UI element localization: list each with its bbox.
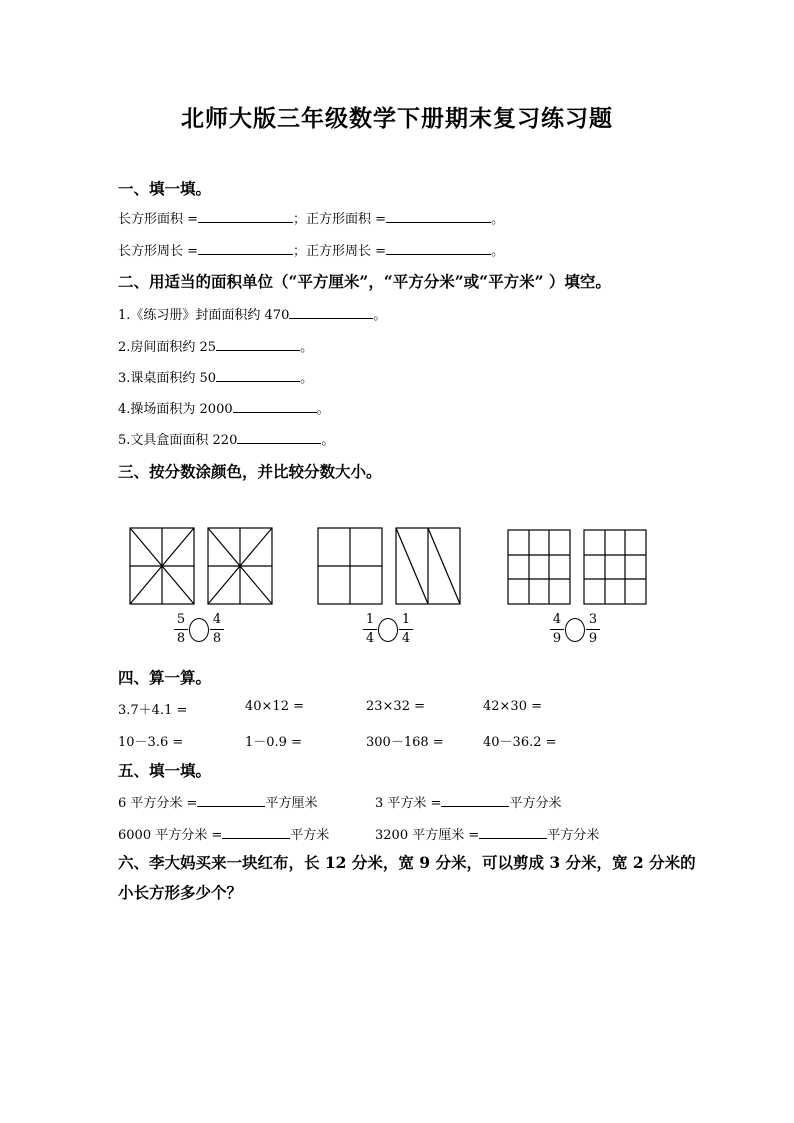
fraction-bar <box>210 629 224 630</box>
fraction-bar <box>586 629 600 630</box>
unit-conversion <box>118 792 317 811</box>
page-title: 北师大版三年级数学下册期末复习练习题 <box>181 105 613 132</box>
answer-blank[interactable] <box>386 242 491 255</box>
answer-blank[interactable] <box>237 431 321 444</box>
period: 。 <box>491 244 505 259</box>
answer-blank[interactable] <box>198 210 293 223</box>
calc-problem[interactable]: 1－0.9 = <box>245 735 302 750</box>
conversion-unit: 平方厘米 <box>265 796 318 811</box>
calc-problem[interactable]: 40－36.2 = <box>483 735 557 750</box>
unit-item <box>118 429 334 448</box>
answer-blank[interactable] <box>198 242 293 255</box>
square-eighths-right[interactable] <box>208 528 272 604</box>
answer-blank[interactable] <box>289 306 373 319</box>
period: 。 <box>300 340 314 355</box>
unit-item-text: 2.房间面积约 25 <box>118 340 217 355</box>
unit-item <box>118 398 330 417</box>
calc-problem[interactable]: 42×30 = <box>483 699 543 714</box>
section-4-heading: 四、算一算。 <box>118 668 212 687</box>
calc-problem[interactable]: 23×32 = <box>366 699 426 714</box>
section-1-heading: 一、填一填。 <box>118 179 212 198</box>
conversion-unit: 平方分米 <box>547 828 600 843</box>
compare-circle[interactable] <box>189 618 209 642</box>
answer-blank[interactable] <box>479 826 547 839</box>
section-5-heading: 五、填一填。 <box>118 761 212 780</box>
conversion-unit: 平方米 <box>290 828 330 843</box>
unit-conversion <box>375 792 561 811</box>
period: 。 <box>316 402 330 417</box>
numerator: 4 <box>212 612 222 627</box>
square-eighths-left[interactable] <box>130 528 194 604</box>
denominator: 8 <box>212 631 222 646</box>
numerator: 1 <box>365 612 375 627</box>
unit-conversion <box>118 824 329 843</box>
square-area-label: ；正方形面积 = <box>293 212 387 227</box>
section-3-heading: 三、按分数涂颜色，并比较分数大小。 <box>118 462 382 481</box>
period: 。 <box>373 308 387 323</box>
answer-blank[interactable] <box>197 794 265 807</box>
fraction-bar <box>363 629 377 630</box>
answer-blank[interactable] <box>441 794 509 807</box>
unit-item <box>118 304 386 323</box>
square-ninths-left[interactable] <box>508 530 570 604</box>
fraction-compare-2 <box>361 612 421 648</box>
answer-blank[interactable] <box>233 400 317 413</box>
square-diagonal-quarters[interactable] <box>396 528 460 604</box>
denominator: 9 <box>588 631 598 646</box>
compare-circle[interactable] <box>565 618 585 642</box>
denominator: 8 <box>176 631 186 646</box>
calc-problem[interactable]: 10－3.6 = <box>118 735 184 750</box>
unit-conversion <box>375 824 599 843</box>
period: 。 <box>491 212 505 227</box>
conversion-prefix: 3200 平方厘米 = <box>375 828 480 843</box>
unit-item-text: 4.操场面积为 2000 <box>118 402 233 417</box>
rect-area-label: 长方形面积 = <box>118 212 199 227</box>
period: 。 <box>321 433 335 448</box>
calc-problem[interactable]: 300－168 = <box>366 735 444 750</box>
numerator: 5 <box>176 612 186 627</box>
numerator: 3 <box>588 612 598 627</box>
conversion-prefix: 6000 平方分米 = <box>118 828 223 843</box>
conversion-unit: 平方分米 <box>509 796 562 811</box>
numerator: 1 <box>401 612 411 627</box>
answer-blank[interactable] <box>386 210 491 223</box>
section-2-heading: 二、用适当的面积单位（“平方厘米”，“平方分米”或“平方米” ）填空。 <box>118 272 611 291</box>
fill-row-perimeter <box>118 240 504 259</box>
unit-item <box>118 336 313 355</box>
period: 。 <box>300 371 314 386</box>
square-quarters[interactable] <box>318 528 382 604</box>
calc-problem[interactable]: 40×12 = <box>245 699 305 714</box>
compare-circle[interactable] <box>378 618 398 642</box>
denominator: 4 <box>401 631 411 646</box>
conversion-prefix: 3 平方米 = <box>375 796 442 811</box>
rect-perimeter-label: 长方形周长 = <box>118 244 199 259</box>
answer-blank[interactable] <box>222 826 290 839</box>
denominator: 9 <box>552 631 562 646</box>
fraction-compare-1 <box>172 612 232 648</box>
calc-problem[interactable]: 3.7＋4.1 = <box>118 703 188 718</box>
fill-row-area <box>118 208 504 227</box>
unit-item-text: 1.《练习册》封面面积约 470 <box>118 308 290 323</box>
fraction-bar <box>550 629 564 630</box>
denominator: 4 <box>365 631 375 646</box>
unit-item <box>118 367 313 386</box>
square-perimeter-label: ；正方形周长 = <box>293 244 387 259</box>
unit-item-text: 5.文具盒面面积 220 <box>118 433 238 448</box>
word-problem: 六、李大妈买来一块红布，长 12 分米，宽 9 分米，可以剪成 3 分米，宽 2 分米的小长方形多少个？ <box>118 853 696 902</box>
square-ninths-right[interactable] <box>584 530 646 604</box>
answer-blank[interactable] <box>216 338 300 351</box>
fraction-compare-3 <box>548 612 608 648</box>
unit-item-text: 3.课桌面积约 50 <box>118 371 217 386</box>
fraction-bar <box>174 629 188 630</box>
conversion-prefix: 6 平方分米 = <box>118 796 198 811</box>
answer-blank[interactable] <box>216 369 300 382</box>
numerator: 4 <box>552 612 562 627</box>
fraction-bar <box>399 629 413 630</box>
